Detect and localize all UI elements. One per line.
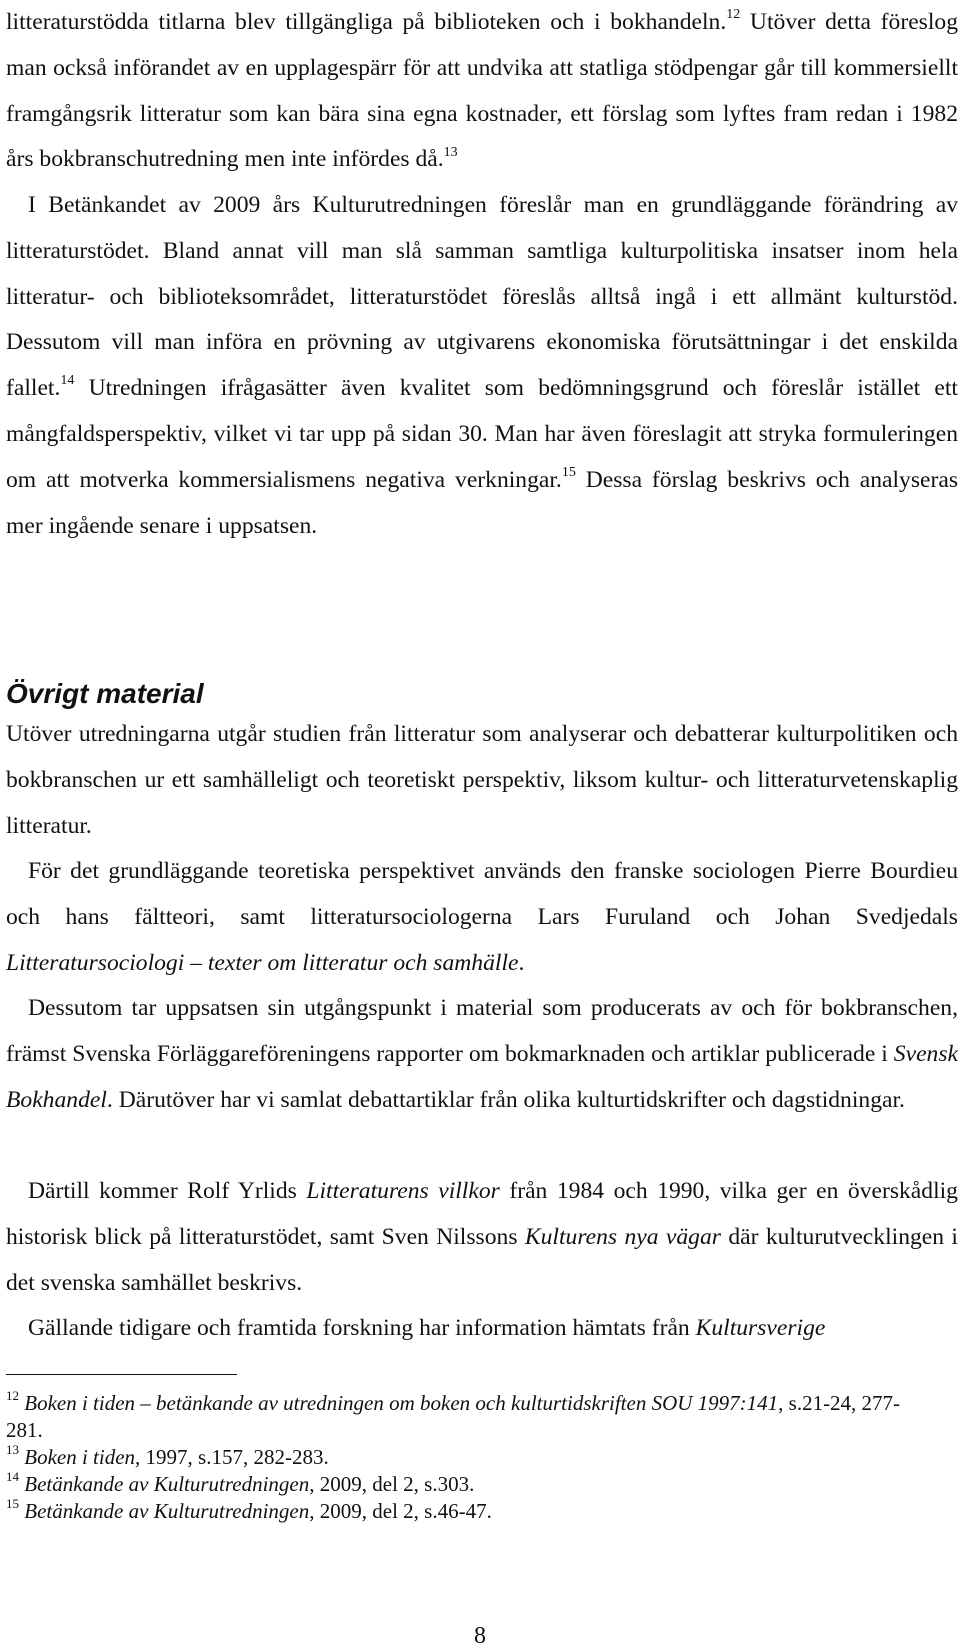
footnote-13 <box>6 1444 926 1471</box>
footnote-ref-14[interactable]: 14 <box>60 373 75 389</box>
footnote-text: s.21-24, 277-281. <box>6 1391 901 1442</box>
footnote-title: Betänkande av Kulturutredningen <box>24 1472 310 1496</box>
paragraph-text: Dessa förslag beskrivs och analyseras mer ingående senare i uppsatsen. <box>6 466 958 539</box>
publication-title: Kultursverige <box>695 1315 826 1341</box>
footnote-title: Betänkande av Kulturutredningen, <box>24 1499 315 1523</box>
footnote-number: 14 <box>6 1469 19 1484</box>
book-title: Litteratursociologi – texter om litteratur och samhälle <box>6 949 519 976</box>
paragraph-text: . <box>518 949 525 976</box>
footnote-14 <box>6 1471 926 1498</box>
paragraph-text: För det grundläggande teoretiska perspektivet används den franske sociologen Pierre Bourdieu och hans fältteori, samt litteratursociologerna Lars Furuland och Johan Svedjedals <box>6 858 958 930</box>
footnote-text: 2009, del 2, s.46-47. <box>314 1499 492 1523</box>
kulturutredningen-paragraph <box>6 183 958 549</box>
footnote-ref-15[interactable]: 15 <box>561 464 576 480</box>
footnote-number: 13 <box>6 1442 19 1457</box>
publication-title: Svensk Bokhandel <box>6 1040 958 1113</box>
book-title: Kulturens nya vägar <box>524 1223 721 1250</box>
footnote-number: 12 <box>6 1388 19 1403</box>
paragraph-3 <box>6 986 958 1123</box>
footnote-title: Boken i tiden, <box>24 1445 141 1469</box>
paragraph-4 <box>6 1169 958 1306</box>
paragraph-text: från 1984 och 1990, vilka ger en överskådlig historisk blick på litteraturstödet, samt Sven Nilssons <box>6 1178 958 1250</box>
paragraph-text: Utöver detta föreslog man också införandet av en upplagespärr för att undvika att statliga stödpengar går till kommersiellt framgångsrik litteratur som kan bära sina egna kostnader, ett förslag som lyftes fram redan i 1982 års bokbranschutredning men inte infördes då. <box>6 9 958 173</box>
paragraph-text: Dessutom tar uppsatsen sin utgångspunkt i material som producerats av och för bokbranschen, främst Svenska Förläggareföreningens rapporter om bokmarknaden och artiklar publicerade i <box>6 995 958 1067</box>
footnote-number: 15 <box>6 1496 19 1511</box>
paragraph-1 <box>6 712 958 849</box>
paragraph-text: I Betänkandet av 2009 års Kulturutredningen föreslår man en grundläggande förändring av litteraturstödet. Bland annat vill man slå samman samtliga kulturpolitiska insatser inom hela litteratur- och biblioteksområdet, litteraturstödet föreslås alltså ingå i ett allmänt kulturstöd. Dessutom vill man införa en prövning av utgivarens ekonomiska förutsättningar i det enskilda fallet. <box>6 192 958 402</box>
paragraph-text: litteraturstödda titlarna blev tillgängliga på biblioteken och i bokhandeln. <box>6 9 727 35</box>
continuation-paragraph <box>6 0 958 183</box>
paragraph-5 <box>6 1306 958 1352</box>
footnote-15 <box>6 1498 926 1525</box>
footnote-ref-12[interactable]: 12 <box>726 7 741 23</box>
page-number: 8 <box>474 1623 486 1649</box>
paragraph-text: Därtill kommer Rolf Yrlids <box>28 1178 307 1204</box>
book-title: Litteraturens villkor <box>306 1178 500 1204</box>
section-heading: Övrigt material <box>6 678 204 709</box>
footnote-12 <box>6 1390 926 1444</box>
footnote-text: 1997, s.157, 282-283. <box>140 1445 329 1469</box>
paragraph-text: . Därutöver har vi samlat debattartiklar från olika kulturtidskrifter och dagstidningar. <box>106 1086 905 1113</box>
footnote-divider <box>6 1374 237 1375</box>
paragraph-text: där kulturutvecklingen i det svenska samhället beskrivs. <box>6 1223 958 1296</box>
paragraph-text: Gällande tidigare och framtida forskning har information hämtats från <box>28 1315 696 1341</box>
footnote-title: Boken i tiden – betänkande av utredningen om boken och kulturtidskriften SOU 1997:141, <box>24 1391 784 1415</box>
paragraph-text: Utredningen ifrågasätter även kvalitet som bedömningsgrund och föreslår istället ett mångfaldsperspektiv, vilket vi tar upp på sidan 30. Man har även föreslagit att stryka formuleringen om att motverka kommersialismens negativa verkningar. <box>6 375 958 493</box>
footnote-text: , 2009, del 2, s.303. <box>309 1472 475 1496</box>
footnote-ref-13[interactable]: 13 <box>443 144 458 160</box>
paragraph-2 <box>6 849 958 986</box>
paragraph-text: Utöver utredningarna utgår studien från litteratur som analyserar och debatterar kulturpolitiken och bokbranschen ur ett samhälleligt och teoretiskt perspektiv, liksom kultur- och litteraturvetenskaplig litteratur. <box>6 721 958 839</box>
